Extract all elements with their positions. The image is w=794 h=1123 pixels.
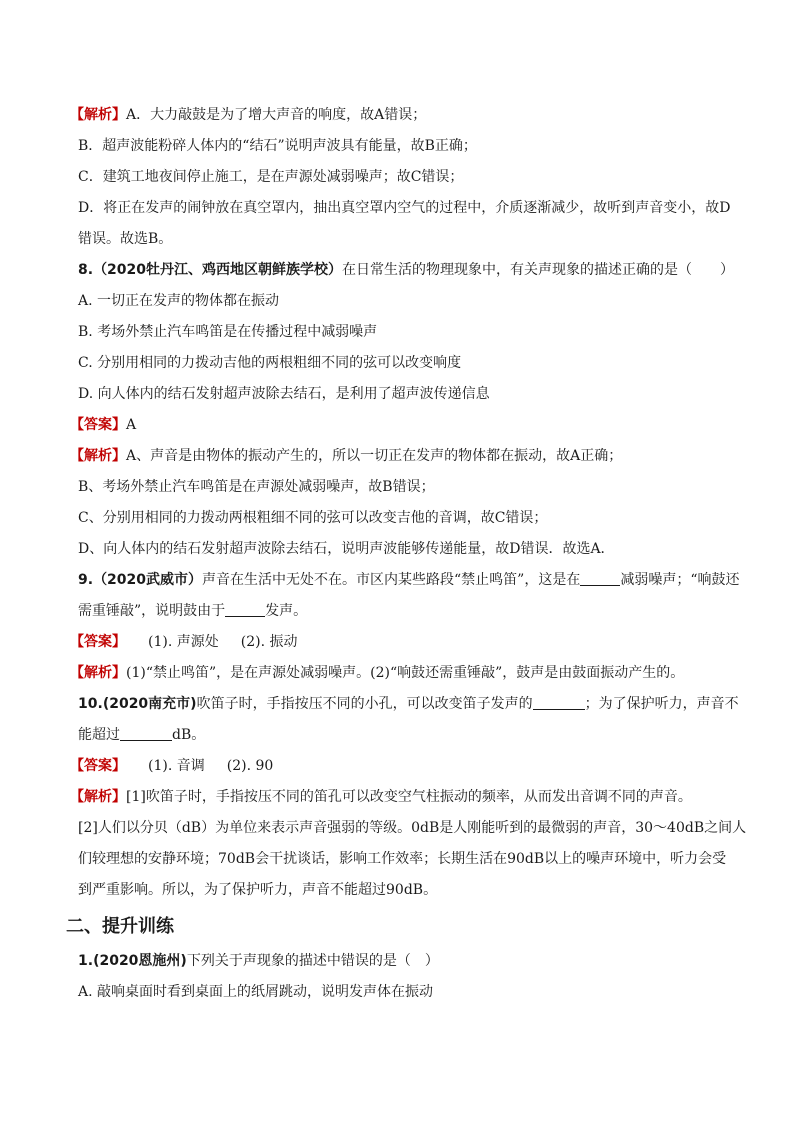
option-c: C. 分别用相同的力拨动吉他的两根粗细不同的弦可以改变响度 bbox=[78, 355, 462, 371]
analysis-line bbox=[70, 100, 726, 131]
analysis-line: D．将正在发声的闹钟放在真空罩内，抽出真空罩内空气的过程中，介质逐渐减少，故听到声音变小，故D bbox=[78, 200, 731, 216]
fill-blank bbox=[120, 726, 172, 741]
question-10-stem bbox=[78, 689, 739, 720]
answer-text: (2). 振动 bbox=[240, 634, 298, 650]
answer-text: (1). 音调 bbox=[148, 758, 205, 774]
question-text: dB。 bbox=[172, 727, 206, 743]
option-b: B. 考场外禁止汽车鸣笛是在传播过程中减弱噪声 bbox=[78, 324, 378, 340]
analysis-line bbox=[70, 782, 726, 813]
section-title: 二、提升训练 bbox=[66, 916, 174, 937]
question-source: （2020武威市） bbox=[93, 572, 203, 588]
analysis-line: 到严重影响。所以，为了保护听力，声音不能超过90dB。 bbox=[78, 882, 438, 898]
analysis-line: B、考场外禁止汽车鸣笛是在声源处减弱噪声，故B错误； bbox=[78, 479, 435, 495]
analysis-line bbox=[70, 441, 726, 472]
analysis-tag: 【解析】 bbox=[70, 789, 126, 805]
answer-line bbox=[70, 627, 726, 658]
question-text: 下列关于声现象的描述中错误的是（ ） bbox=[186, 953, 439, 969]
question-9-stem-cont bbox=[78, 596, 726, 627]
question-10-stem-cont bbox=[78, 720, 726, 751]
analysis-line: B．超声波能粉碎人体内的“结石”说明声波具有能量，故B正确； bbox=[78, 138, 477, 154]
question-source: (2020恩施州) bbox=[93, 953, 187, 969]
analysis-line: D、向人体内的结石发射超声波除去结石，说明声波能够传递能量，故D错误．故选A． bbox=[78, 541, 615, 557]
fill-blank bbox=[225, 602, 265, 617]
analysis-line: 们较理想的安静环境；70dB会干扰谈话，影响工作效率；长期生活在90dB以上的噪声环境中，听力会受 bbox=[78, 851, 727, 867]
answer-tag: 【答案】 bbox=[70, 634, 126, 650]
option-a: A. 敲响桌面时看到桌面上的纸屑跳动，说明发声体在振动 bbox=[78, 984, 434, 1000]
question-number: 9. bbox=[78, 572, 94, 588]
fill-blank bbox=[580, 571, 620, 586]
analysis-tag: 【解析】 bbox=[70, 665, 126, 681]
analysis-line: C、分别用相同的力拨动两根粗细不同的弦可以改变吉他的音调，故C错误； bbox=[78, 510, 548, 526]
answer-line bbox=[70, 410, 726, 441]
question-9-stem bbox=[78, 565, 740, 596]
question-number: 8. bbox=[78, 262, 94, 278]
analysis-line bbox=[70, 658, 726, 689]
question-number: 10. bbox=[78, 696, 103, 712]
option-d: D. 向人体内的结石发射超声波除去结石，是利用了超声波传递信息 bbox=[78, 386, 490, 402]
question-text: 发声。 bbox=[265, 603, 308, 619]
analysis-line: C．建筑工地夜间停止施工，是在声源处减弱噪声；故C错误； bbox=[78, 169, 464, 185]
analysis-tag: 【解析】 bbox=[70, 107, 126, 123]
analysis-line: 错误。故选B。 bbox=[78, 231, 173, 247]
question-8-stem bbox=[78, 255, 735, 286]
question-text: 吹笛子时，手指按压不同的小孔，可以改变笛子发声的 bbox=[196, 696, 533, 712]
answer-line bbox=[70, 751, 726, 782]
option-a: A. 一切正在发声的物体都在振动 bbox=[78, 293, 280, 309]
question-source: （2020牡丹江、鸡西地区朝鲜族学校） bbox=[93, 262, 343, 278]
answer-text: (2). 90 bbox=[226, 758, 274, 774]
answer-tag: 【答案】 bbox=[70, 758, 126, 774]
answer-text: A bbox=[126, 417, 137, 433]
question-text: 能超过 bbox=[78, 727, 120, 743]
question-source: (2020南充市) bbox=[102, 696, 197, 712]
question-number: 1. bbox=[78, 953, 94, 969]
question-text: 减弱噪声；“响鼓还 bbox=[620, 572, 740, 588]
analysis-text: (1)“禁止鸣笛”，是在声源处减弱噪声。(2)“响鼓还需重锤敲”，鼓声是由鼓面振动产生的。 bbox=[126, 665, 685, 681]
section2-question-1-stem bbox=[78, 946, 726, 977]
analysis-tag: 【解析】 bbox=[70, 448, 126, 464]
question-text: 在日常生活的物理现象中，有关声现象的描述正确的是（ ） bbox=[342, 262, 735, 278]
analysis-text: A、声音是由物体的振动产生的，所以一切正在发声的物体都在振动，故A正确； bbox=[126, 448, 623, 464]
question-text: ；为了保护听力，声音不 bbox=[584, 696, 739, 712]
analysis-text: A．大力敲鼓是为了增大声音的响度，故A错误； bbox=[126, 107, 427, 123]
question-text: 需重锤敲”，说明鼓由于 bbox=[78, 603, 226, 619]
analysis-text: [1]吹笛子时，手指按压不同的笛孔可以改变空气柱振动的频率，从而发出音调不同的声音。 bbox=[126, 789, 692, 805]
question-text: 声音在生活中无处不在。市区内某些路段“禁止鸣笛”，这是在 bbox=[202, 572, 581, 588]
fill-blank bbox=[533, 695, 585, 710]
answer-text: (1). 声源处 bbox=[148, 634, 219, 650]
answer-tag: 【答案】 bbox=[70, 417, 126, 433]
analysis-line: [2]人们以分贝（dB）为单位来表示声音强弱的等级。0dB是人刚能听到的最微弱的声音，30～40dB之间人 bbox=[78, 820, 747, 836]
